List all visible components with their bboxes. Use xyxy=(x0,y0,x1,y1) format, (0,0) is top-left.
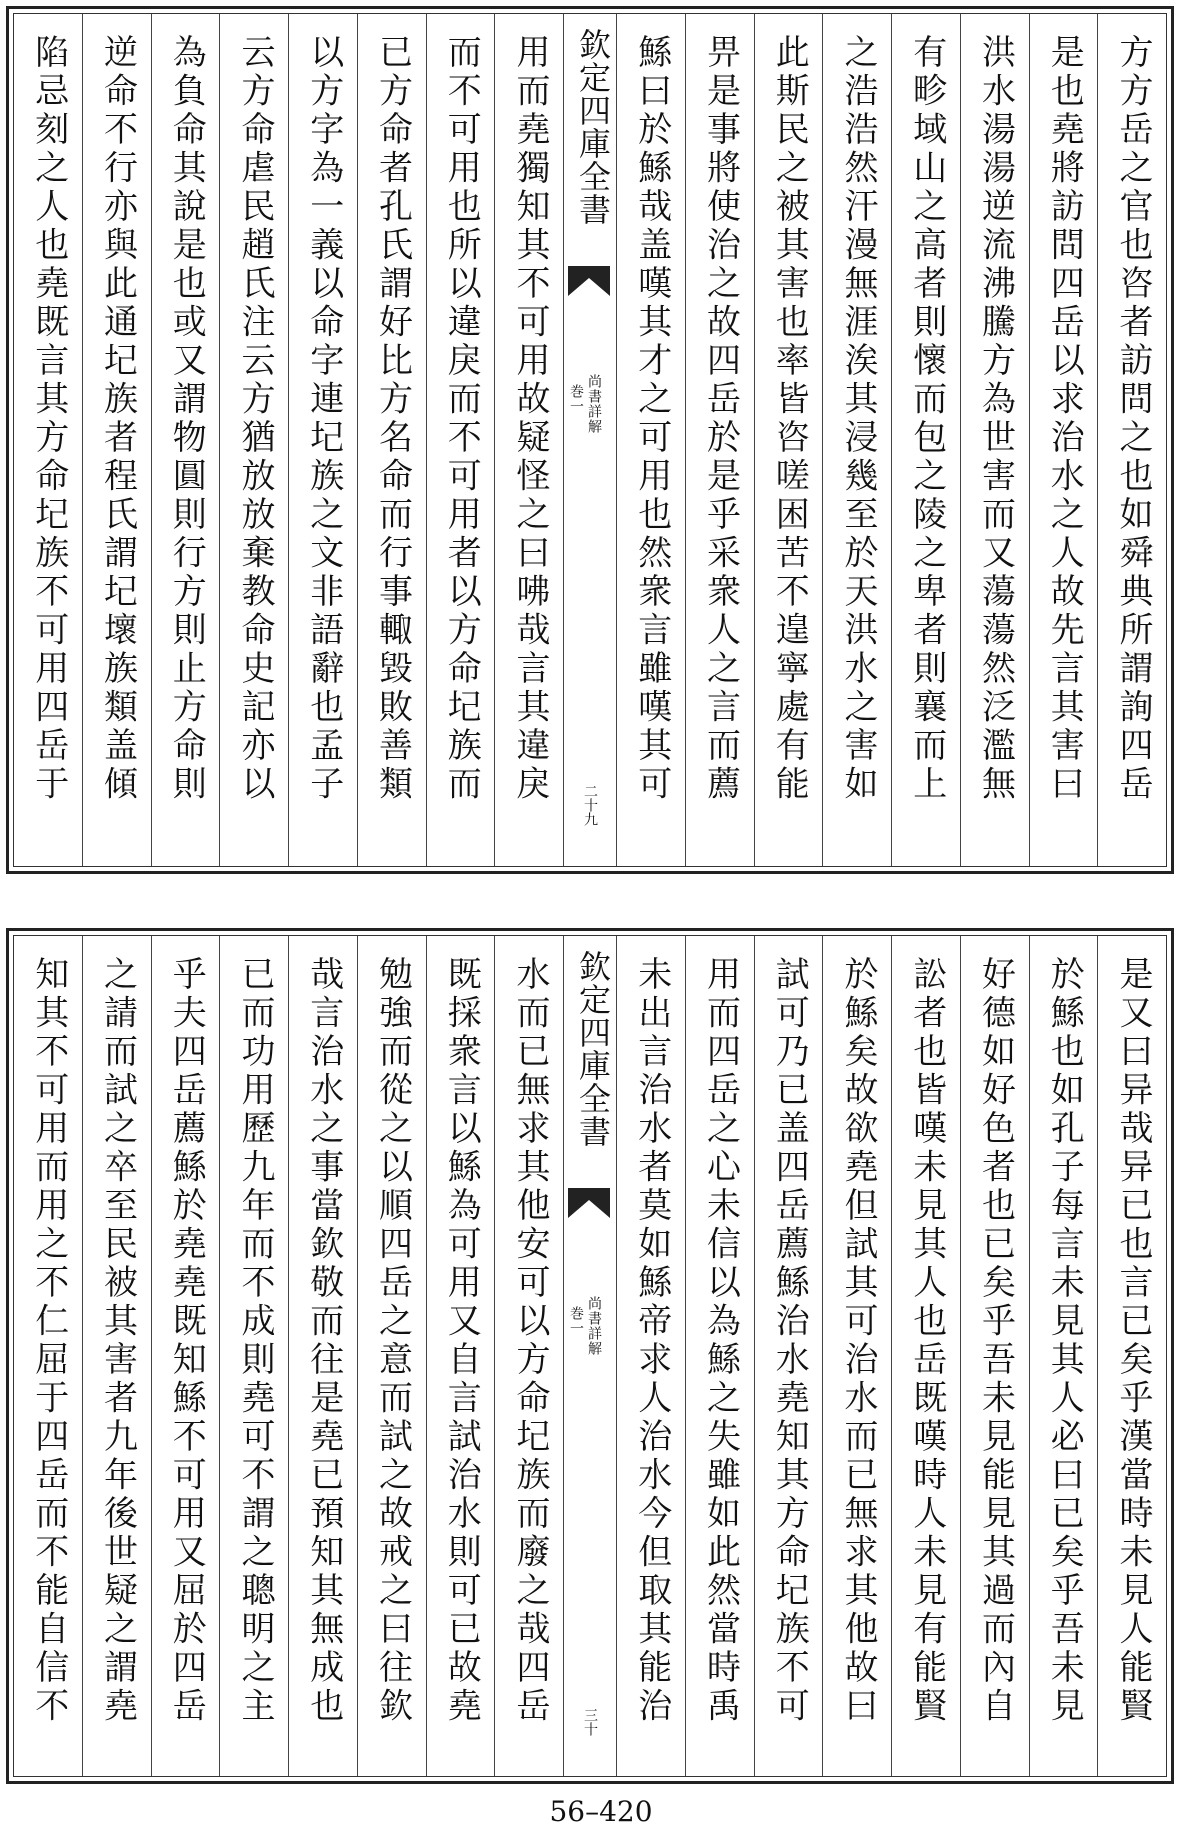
page-number: 三十 xyxy=(582,1708,598,1736)
text-columns-upper xyxy=(14,14,1166,866)
volume-label: 巻一 xyxy=(568,1306,584,1336)
text-column: 洪水湯湯逆流沸騰方為世害而又蕩蕩然泛濫無 xyxy=(960,14,1029,866)
text-column: 於鯀矣故欲堯但試其可治水而已無求其他故曰 xyxy=(822,936,891,1776)
text-column: 而不可用也所以違戾而不可用者以方命圮族而 xyxy=(426,14,495,866)
text-column: 乎夫四岳薦鯀於堯堯既知鯀不可用又屈於四岳 xyxy=(151,936,220,1776)
text-column: 知其不可用而用之不仁屈于四岳而不能自信不 xyxy=(28,956,69,1726)
text-column: 畀是事將使治之故四岳於是乎采衆人之言而薦 xyxy=(685,14,754,866)
text-column: 好德如好色者也已矣乎吾未見能見其過而內自 xyxy=(960,936,1029,1776)
text-column: 既採衆言以鯀為可用又自言試治水則可已故堯 xyxy=(426,936,495,1776)
book-subtitle: 尚書詳解 xyxy=(586,374,602,434)
text-column: 勉強而從之以順四岳之意而試之故戒之曰往欽 xyxy=(357,936,426,1776)
volume-label: 巻一 xyxy=(568,384,584,414)
text-column: 用而四岳之心未信以為鯀之失雖如此然當時禹 xyxy=(685,936,754,1776)
text-column: 之請而試之卒至民被其害者九年後世疑之謂堯 xyxy=(82,936,151,1776)
text-column: 哉言治水之事當欽敬而往是堯已預知其無成也 xyxy=(288,936,357,1776)
text-column: 鯀曰於鯀哉盖嘆其才之可用也然衆言雖嘆其可 xyxy=(616,14,685,866)
book-subtitle: 尚書詳解 xyxy=(586,1296,602,1356)
text-column: 是又曰异哉异已也言已矣乎漢當時未見人能賢 xyxy=(1097,936,1166,1776)
text-column: 以方字為一義以命字連圮族之文非語辭也孟子 xyxy=(288,14,357,866)
text-column: 是也堯將訪問四岳以求治水之人故先言其害曰 xyxy=(1029,14,1098,866)
text-column: 已而功用歷九年而不成則堯可不謂之聰明之主 xyxy=(219,936,288,1776)
text-column: 云方命虐民趙氏注云方猶放放棄教命史記亦以 xyxy=(219,14,288,866)
text-column: 為負命其說是也或又謂物圓則行方則止方命則 xyxy=(151,14,220,866)
text-column: 未出言治水者莫如鯀帝求人治水今但取其能治 xyxy=(616,936,685,1776)
text-column: 試可乃已盖四岳薦鯀治水堯知其方命圮族不可 xyxy=(754,936,823,1776)
page-upper xyxy=(6,6,1174,874)
text-column: 有畛域山之高者則懷而包之陵之卑者則襄而上 xyxy=(891,14,960,866)
text-column: 此斯民之被其害也率皆咨嗟困苦不遑寧處有能 xyxy=(754,14,823,866)
text-column: 逆命不行亦與此通圮族者程氏謂圮壞族類盖傾 xyxy=(82,14,151,866)
text-column: 用而堯獨知其不可用故疑怪之曰咈哉言其違戾 xyxy=(494,14,563,866)
fish-tail-mark-icon xyxy=(566,264,612,298)
text-column: 已方命者孔氏謂好比方名命而行事輙毀敗善類 xyxy=(357,14,426,866)
page-number: 二十九 xyxy=(582,784,598,826)
center-margin xyxy=(563,14,616,866)
text-column: 方方岳之官也咨者訪問之也如舜典所謂詢四岳 xyxy=(1097,14,1166,866)
text-column: 之浩浩然汗漫無涯涘其浸幾至於天洪水之害如 xyxy=(822,14,891,866)
text-column: 水而已無求其他安可以方命圮族而廢之哉四岳 xyxy=(494,936,563,1776)
text-columns-lower xyxy=(14,936,1166,1776)
center-margin xyxy=(563,936,616,1776)
scan-page-number: 56–420 xyxy=(549,1795,653,1828)
text-column: 訟者也皆嘆未見其人也岳既嘆時人未見有能賢 xyxy=(891,936,960,1776)
page-lower xyxy=(6,928,1174,1784)
book-title: 欽定四庫全書 xyxy=(574,28,612,226)
text-column: 陷忌刻之人也堯既言其方命圮族不可用四岳于 xyxy=(28,34,69,804)
book-title: 欽定四庫全書 xyxy=(574,950,612,1148)
fish-tail-mark-icon xyxy=(566,1186,612,1220)
text-column: 於鯀也如孔子每言未見其人必曰已矣乎吾未見 xyxy=(1029,936,1098,1776)
